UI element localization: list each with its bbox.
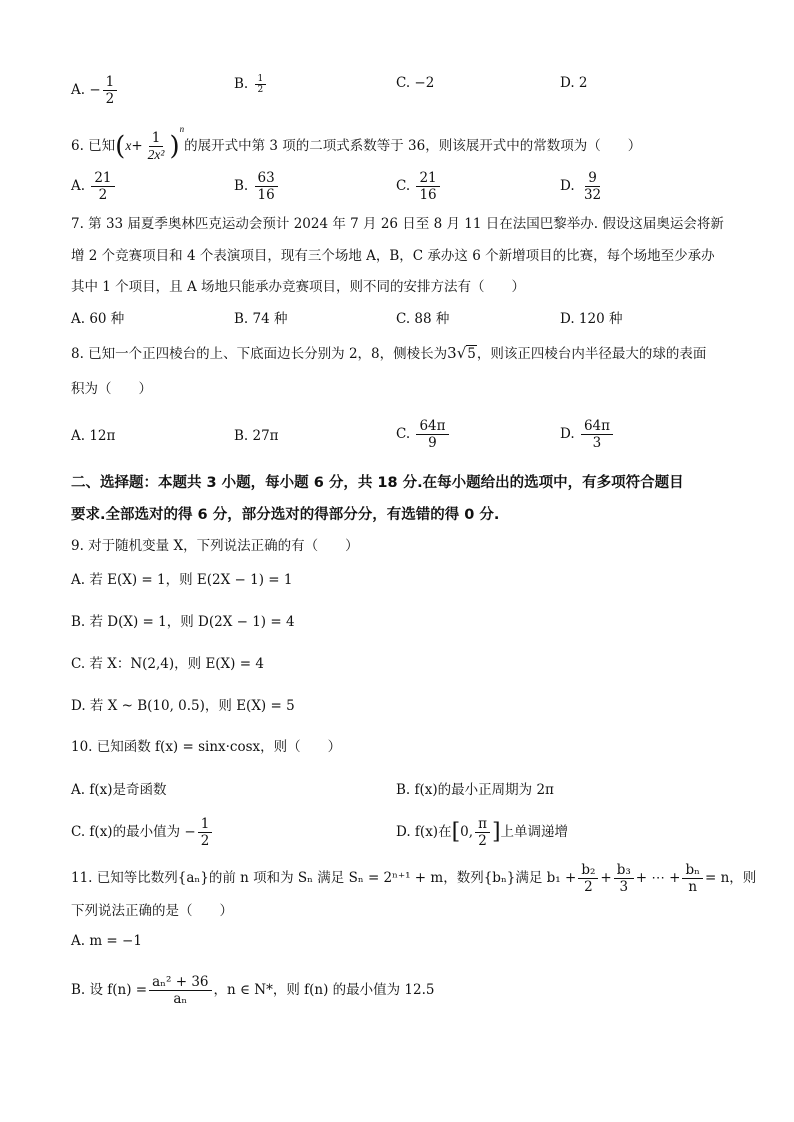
section-2-heading-line1: 二、选择题：本题共 3 小题，每小题 6 分，共 18 分.在每小题给出的选项中，有多项符合题目 [71, 475, 684, 491]
q10-option-b: B. f(x)的最小正周期为 2π [396, 782, 554, 798]
q5-option-d: D. 2 [560, 75, 588, 91]
q10-option-d: D. f(x)在[0, $\frac{\pi}{2}$ ]上单调递增 [396, 816, 569, 849]
q6-option-b: B. $\frac{63}{16}$ [234, 170, 280, 203]
q7-option-b: B. 74 种 [234, 311, 288, 327]
q11-option-b: B. 设 f(n) = $\frac{\text{aₙ² + 36}}{\text{aₙ}}$ ，n ∈ N*，则 f(n) 的最小值为 12.5 [71, 974, 435, 1007]
fraction: $\frac{\text{b₃}}{3}$ [614, 862, 634, 895]
q8-option-a: A. 12π [71, 428, 116, 444]
q5-option-a [71, 74, 119, 107]
fraction: $\frac{64\pi}{9}$ [416, 418, 448, 451]
fraction: $\frac{9}{32}$ [583, 170, 602, 203]
fraction: $\frac{\pi}{2}$ [475, 816, 490, 849]
q10-option-c: C. f(x)的最小值为 − $\frac{1}{2}$ [71, 816, 214, 849]
fraction: $\frac{64\pi}{3}$ [581, 418, 613, 451]
q6-option-c: C. $\frac{21}{16}$ [396, 170, 442, 203]
q6-option-d: D. $\frac{9}{32}$ [560, 170, 606, 203]
q8-stem-line1: 8. 已知一个正四棱台的上、下底面边长分别为 2，8，侧棱长为3√5，则该正四棱台内半径最大的球的表面 [71, 344, 707, 362]
q7-stem-line3: 其中 1 个项目，且 A 场地只能承办竞赛项目，则不同的安排方法有（ ） [71, 279, 526, 295]
fraction: $\frac{21}{16}$ [416, 170, 439, 203]
q11-stem-line2: 下列说法正确的是（ ） [71, 903, 233, 919]
q7-option-a: A. 60 种 [71, 311, 125, 327]
fraction: $\frac{\text{aₙ² + 36}}{\text{aₙ}}$ [149, 974, 211, 1007]
fraction: $\frac{21}{2}$ [91, 170, 114, 203]
q11-stem-line1: 11. 已知等比数列{aₙ}的前 n 项和为 Sₙ 满足 Sₙ = 2ⁿ⁺¹ + m，数列{bₙ}满足 b₁ + $\frac{\text{b₂}}{2}$ + $\frac{\text{b₃}}{3}$ + ⋯ + $\frac{\text{bₙ}}{n}$ = n，则 [71, 862, 757, 895]
q9-option-b: B. 若 D(X) = 1，则 D(2X − 1) = 4 [71, 614, 295, 630]
q5-option-c: C. −2 [396, 75, 435, 91]
fraction: $\frac{1}{2}$ [198, 816, 213, 849]
fraction: $\frac{1}{2}$ [103, 74, 118, 107]
fraction: $\frac{\text{b₂}}{2}$ [578, 862, 598, 895]
q6-stem: 6. 已知(x+ $\frac{1}{\text{2x²}}$ )$^n$的展开式中第 3 项的二项式系数等于 36，则该展开式中的常数项为（ ） [71, 124, 642, 162]
q10-option-a: A. f(x)是奇函数 [71, 782, 167, 798]
minus-sign: − [89, 82, 101, 98]
fraction: $\frac{63}{16}$ [255, 170, 278, 203]
q9-option-c: C. 若 X：N(2,4)，则 E(X) = 4 [71, 656, 264, 672]
section-2-heading-line2: 要求.全部选对的得 6 分，部分选对的得部分分，有选错的得 0 分. [71, 507, 500, 523]
q11-option-a: A. m = −1 [71, 933, 142, 949]
q7-option-d: D. 120 种 [560, 311, 623, 327]
radicand: 5 [467, 346, 476, 362]
q9-option-a: A. 若 E(X) = 1，则 E(2X − 1) = 1 [71, 572, 293, 588]
q8-option-d: D. $\frac{64\pi}{3}$ [560, 418, 615, 451]
q7-stem-line1: 7. 第 33 届夏季奥林匹克运动会预计 2024 年 7 月 26 日至 8 月 11 日在法国巴黎举办. 假设这届奥运会将新 [71, 216, 724, 232]
q10-stem: 10. 已知函数 f(x) = sinx·cosx，则（ ） [71, 739, 342, 755]
fraction: $\frac{1}{2}$ [255, 74, 267, 95]
q6-option-a: A. $\frac{21}{2}$ [71, 170, 117, 203]
q7-option-c: C. 88 种 [396, 311, 450, 327]
q8-option-b: B. 27π [234, 428, 279, 444]
fraction: $\frac{1}{\text{2x²}}$ [147, 130, 165, 162]
q5-option-b: B. $\frac{1}{2}$ [234, 74, 268, 95]
option-label: A. [71, 82, 86, 98]
fraction: $\frac{\text{bₙ}}{n}$ [682, 862, 702, 895]
q8-stem-line2: 积为（ ） [71, 381, 152, 397]
q9-stem: 9. 对于随机变量 X，下列说法正确的有（ ） [71, 538, 359, 554]
q9-option-d: D. 若 X ~ B(10, 0.5)，则 E(X) = 5 [71, 698, 295, 714]
q7-stem-line2: 增 2 个竞赛项目和 4 个表演项目，现有三个场地 A，B，C 承办这 6 个新增项目的比赛，每个场地至少承办 [71, 248, 715, 264]
q8-option-c: C. $\frac{64\pi}{9}$ [396, 418, 451, 451]
